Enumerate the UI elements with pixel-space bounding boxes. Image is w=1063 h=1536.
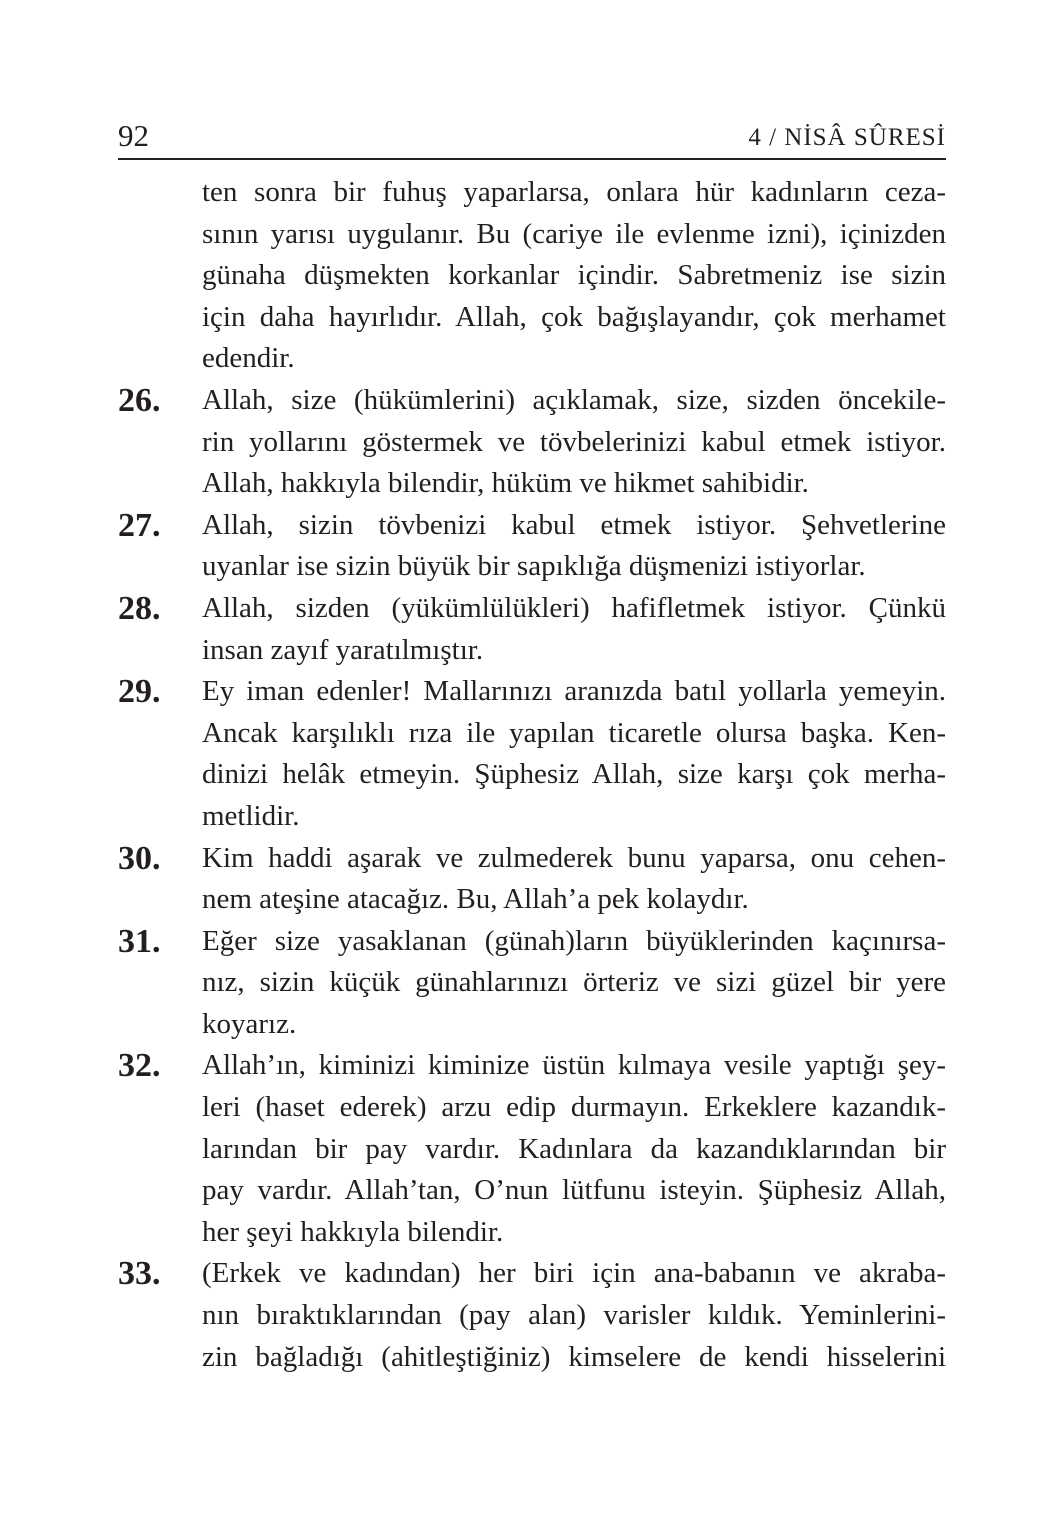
verse [118,1045,946,1253]
text-line: Ancak karşılıklı rıza ile yapılan ticaretle olursa başka. Ken- [202,716,946,749]
verse-continuation [118,172,946,380]
text-line: pay vardır. Allah’tan, O’nun lütfunu isteyin. Şüphesiz Allah, [202,1174,946,1207]
page-body [118,172,946,1378]
verse-number: 27. [118,506,161,544]
text-line: Ey iman edenler! Mallarınızı aranızda batıl yollarla yemeyin. [202,675,946,708]
text-line: dinizi helâk etmeyin. Şüphesiz Allah, size karşı çok merha- [202,758,946,791]
text-line: Allah, hakkıyla bilendir, hüküm ve hikmet sahibidir. [202,467,809,500]
text-line: leri (haset ederek) arzu edip durmayın. Erkeklere kazandık- [202,1091,946,1124]
page-number: 92 [118,118,149,153]
text-line: nın bıraktıklarından (pay alan) varisler kıldık. Yeminlerini- [202,1299,946,1332]
text-line: için daha hayırlıdır. Allah, çok bağışlayandır, çok merhamet [202,300,946,333]
verse-number: 26. [118,381,161,419]
text-line: larından bir pay vardır. Kadınlara da kazandıklarından bir [202,1132,946,1165]
verse [118,1253,946,1378]
text-line: uyanlar ise sizin büyük bir sapıklığa düşmenizi istiyorlar. [202,550,866,583]
text-line: Eğer size yasaklanan (günah)ların büyüklerinden kaçınırsa- [202,924,946,957]
verse-number: 28. [118,589,161,627]
text-line: koyarız. [202,1007,297,1040]
verse-number: 31. [118,922,161,960]
text-line: sının yarısı uygulanır. Bu (cariye ile evlenme izni), içinizden [202,217,946,250]
verse [118,671,946,837]
text-line: Allah, sizin tövbenizi kabul etmek istiyor. Şehvetlerine [202,508,946,541]
text-line: nem ateşine atacağız. Bu, Allah’a pek kolaydır. [202,883,749,916]
verse [118,921,946,1046]
verse [118,838,946,921]
text-line: zin bağladığı (ahitleştiğiniz) kimselere de kendi hisselerini [202,1340,946,1373]
text-line: metlidir. [202,799,300,832]
text-line: Allah, sizden (yükümlülükleri) hafifletmek istiyor. Çünkü [202,591,946,624]
text-line: rin yollarını göstermek ve tövbelerinizi kabul etmek istiyor. [202,425,946,458]
text-line: Allah’ın, kiminizi kiminize üstün kılmaya vesile yaptığı şey- [202,1049,946,1082]
text-line: her şeyi hakkıyla bilendir. [202,1215,504,1248]
page-header [118,118,946,160]
verse [118,505,946,588]
verse [118,380,946,505]
running-head: 4 / NİSÂ SÛRESİ [748,124,946,151]
text-line: nız, sizin küçük günahlarınızı örteriz ve sizi güzel bir yere [202,966,946,999]
verse-number: 33. [118,1255,161,1293]
verse-number: 32. [118,1047,161,1085]
verse [118,588,946,671]
text-line: Kim haddi aşarak ve zulmederek bunu yaparsa, onu cehen- [202,841,946,874]
verse-number: 29. [118,673,161,711]
text-line: Allah, size (hükümlerini) açıklamak, size, sizden öncekile- [202,383,946,416]
verse-number: 30. [118,839,161,877]
text-line: insan zayıf yaratılmıştır. [202,633,484,666]
text-line: (Erkek ve kadından) her biri için ana-babanın ve akraba- [202,1257,946,1290]
text-line: ten sonra bir fuhuş yaparlarsa, onlara hür kadınların ceza- [202,176,946,208]
text-line: günaha düşmekten korkanlar içindir. Sabretmeniz ise sizin [202,259,946,292]
text-line: edendir. [202,342,295,375]
